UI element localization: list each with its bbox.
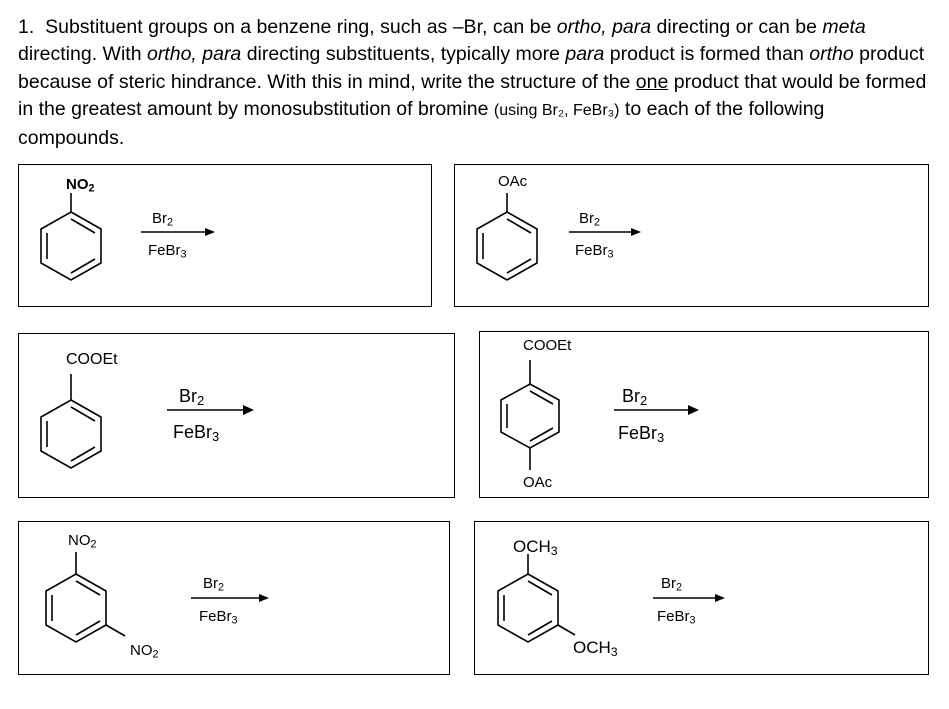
substituent-label: $NO_2$ — [130, 642, 159, 661]
reaction-arrow — [480, 332, 930, 499]
substituent-label: OAc — [498, 173, 528, 190]
reagent-top-label: $Br_2$ — [152, 210, 174, 229]
substituent-label: $NO_2$ — [66, 176, 95, 195]
question-part: directing. With — [18, 43, 147, 66]
question-part: product that would be formed in the greatest amount by monosubstitution of bromine — [18, 70, 927, 121]
question-part: para — [565, 43, 605, 66]
problem-box-f — [474, 521, 929, 675]
question-part: to each of the following compounds. — [18, 98, 825, 149]
problem-box-d — [479, 331, 929, 498]
question-part: ortho, para — [146, 43, 242, 66]
question-number: 1. — [18, 16, 35, 38]
substituent-label: COOEt — [523, 337, 572, 354]
question-part: directing or can be — [651, 16, 823, 38]
question-part: product because of steric hindrance. With this in mind, write the structure of the — [18, 43, 925, 93]
question-part: (using Br₂, FeBr₃) — [493, 102, 620, 120]
problem-box-e — [18, 521, 450, 675]
reagent-bottom-label: FeBr$_3$ — [618, 423, 665, 446]
question-part: ortho — [809, 43, 854, 66]
substituent-label: OAc — [523, 474, 553, 491]
reagent-top-label: $Br_2$ — [579, 210, 601, 229]
reagent-bottom-label: FeBr$_3$ — [657, 608, 696, 627]
reagent-top-label: $Br_2$ — [622, 386, 648, 409]
question-part: ortho, para — [556, 16, 652, 38]
reaction-arrow — [19, 165, 433, 308]
substituent-label: COOEt — [66, 351, 118, 368]
problem-box-a — [18, 164, 432, 307]
question-text — [18, 14, 933, 152]
reaction-arrow — [475, 522, 930, 676]
question-part: Substituent groups on a benzene ring, such as –Br, can be — [45, 16, 557, 38]
question-part: directing substituents, typically more — [241, 43, 566, 66]
reagent-top-label: $Br_2$ — [661, 575, 683, 594]
reagent-bottom-label: FeBr$_3$ — [148, 242, 187, 261]
reagent-bottom-label: FeBr$_3$ — [199, 608, 238, 627]
reaction-arrow — [455, 165, 930, 308]
problem-box-c — [18, 333, 455, 498]
reagent-top-label: $Br_2$ — [203, 575, 225, 594]
substituent-label: $OCH_3$ — [513, 537, 558, 559]
reaction-arrow — [19, 334, 456, 499]
question-part: meta — [822, 16, 866, 38]
reagent-top-label: $Br_2$ — [179, 386, 205, 409]
question-part: one — [635, 70, 669, 93]
reagent-bottom-label: FeBr$_3$ — [173, 422, 220, 445]
reaction-arrow — [19, 522, 451, 676]
substituent-label: $OCH_3$ — [573, 638, 618, 660]
problem-box-b — [454, 164, 929, 307]
reagent-bottom-label: FeBr$_3$ — [575, 242, 614, 261]
substituent-label: $NO_2$ — [68, 532, 97, 551]
question-part: product is formed than — [604, 43, 810, 66]
